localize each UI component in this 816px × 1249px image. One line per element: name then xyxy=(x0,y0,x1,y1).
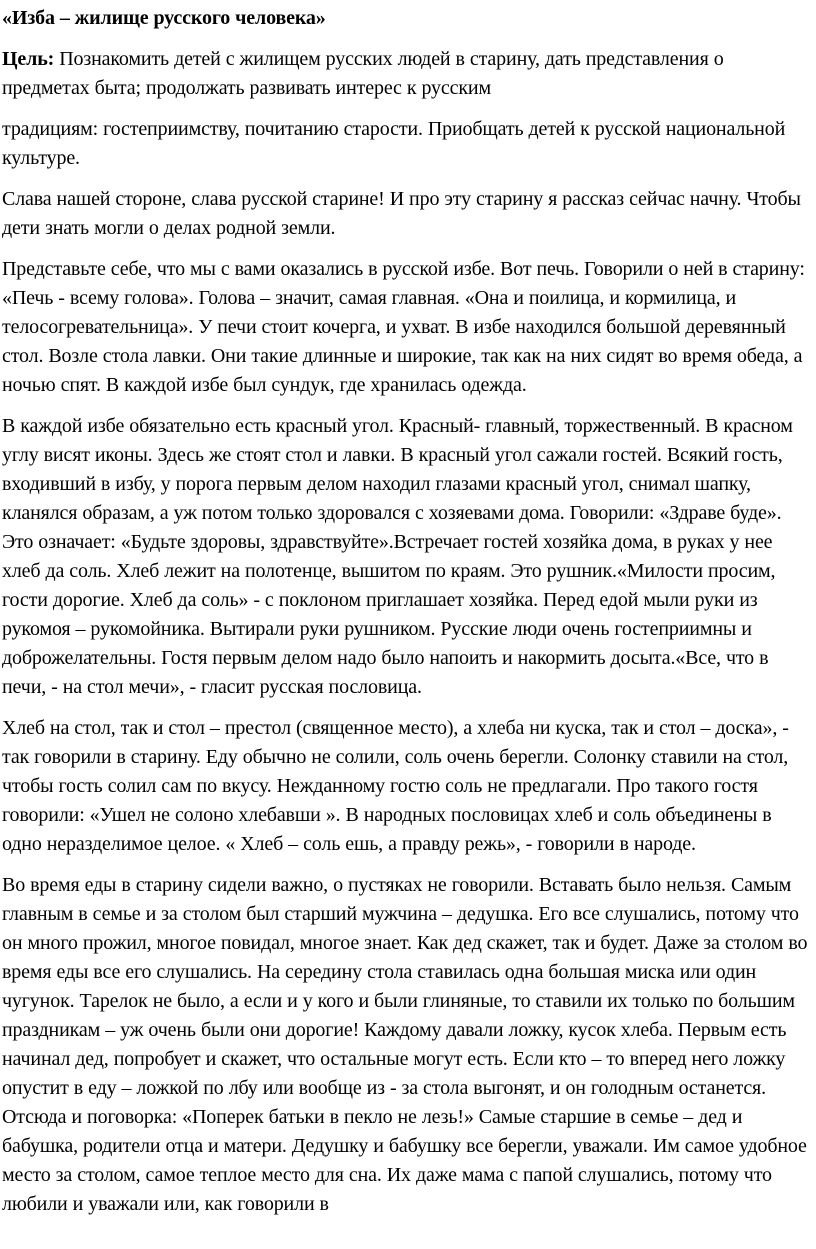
goal-label: Цель: xyxy=(2,48,55,70)
document-title: «Изба – жилище русского человека» xyxy=(2,7,326,29)
goal-paragraph xyxy=(2,45,814,103)
paragraph-red-corner: В каждой избе обязательно есть красный угол. Красный- главный, торжественный. В красном углу висят иконы. Здесь же стоят стол и лавки. В красный угол сажали гостей. Всякий гость, входивший в избу, у порога первым делом находил глазами красный угол, снимал шапку, кланялся образам, а уж потом только здоровался с хозяевами дома. Говорили: «Здраве буде». Это означает: «Будьте здоровы, здравствуйте».Встречает гостей хозяйка дома, в руках у нее хлеб да соль. Хлеб лежит на полотенце, вышитом по краям. Это рушник.«Милости просим, гости дорогие. Хлеб да соль» - с поклоном приглашает хозяйка. Перед едой мыли руки из рукомоя – рукомойника. Вытирали руки рушником. Русские люди очень гостеприимны и доброжелательны. Гостя первым делом надо было напоить и накормить досыта.«Все, что в печи, - на стол мечи», - гласит русская пословица. xyxy=(2,415,793,698)
goal-text: Познакомить детей с жилищем русских людей в старину, дать представления о предметах быта; продолжать развивать интерес к русским xyxy=(2,48,724,99)
paragraph-meal-customs: Во время еды в старину сидели важно, о пустяках не говорили. Вставать было нельзя. Самым главным в семье и за столом был старший мужчина – дедушка. Его все слушались, потому что он много прожил, многое повидал, многое знает. Как дед скажет, так и будет. Даже за столом во время еды все его слушались. На середину стола ставилась одна большая миска или один чугунок. Тарелок не было, а если и у кого и были глиняные, то ставили их только по большим праздникам – уж очень были они дорогие! Каждому давали ложку, кусок хлеба. Первым есть начинал дед, попробует и скажет, что остальные могут есть. Если кто – то вперед него ложку опустит в еду – ложкой по лбу или вообще из - за стола выгонят, и он голодным останется. Отсюда и поговорка: «Поперек батьки в пекло не лезь!» Самые старшие в семье – дед и бабушка, родители отца и матери. Дедушку и бабушку все берегли, уважали. Им самое удобное место за столом, самое теплое место для сна. Их даже мама с папой слушались, потому что любили и уважали или, как говорили в xyxy=(2,874,808,1215)
paragraph-stove: Представьте себе, что мы с вами оказались в русской избе. Вот печь. Говорили о ней в старину: «Печь - всему голова». Голова – значит, самая главная. «Она и поилица, и кормилица, и телосогревательница». У печи стоит кочерга, и ухват. В избе находился большой деревянный стол. Возле стола лавки. Они такие длинные и широкие, так как на них сидят во время обеда, а ночью спят. В каждой избе был сундук, где хранилась одежда. xyxy=(2,258,805,396)
paragraph-intro-verse: Слава нашей стороне, слава русской старине! И про эту старину я рассказ сейчас начну. Чтобы дети знать могли о делах родной земли. xyxy=(2,188,801,239)
paragraph-bread-salt: Хлеб на стол, так и стол – престол (священное место), а хлеба ни куска, так и стол – доска», - так говорили в старину. Еду обычно не солили, соль очень берегли. Солонку ставили на стол, чтобы гость солил сам по вкусу. Нежданному гостю соль не предлагали. Про такого гостя говорили: «Ушел не солоно хлебавши ». В народных пословицах хлеб и соль объединены в одно неразделимое целое. « Хлеб – соль ешь, а правду режь», - говорили в народе. xyxy=(2,717,789,855)
paragraph-traditions: традициям: гостеприимству, почитанию старости. Приобщать детей к русской национальной культуре. xyxy=(2,118,786,169)
